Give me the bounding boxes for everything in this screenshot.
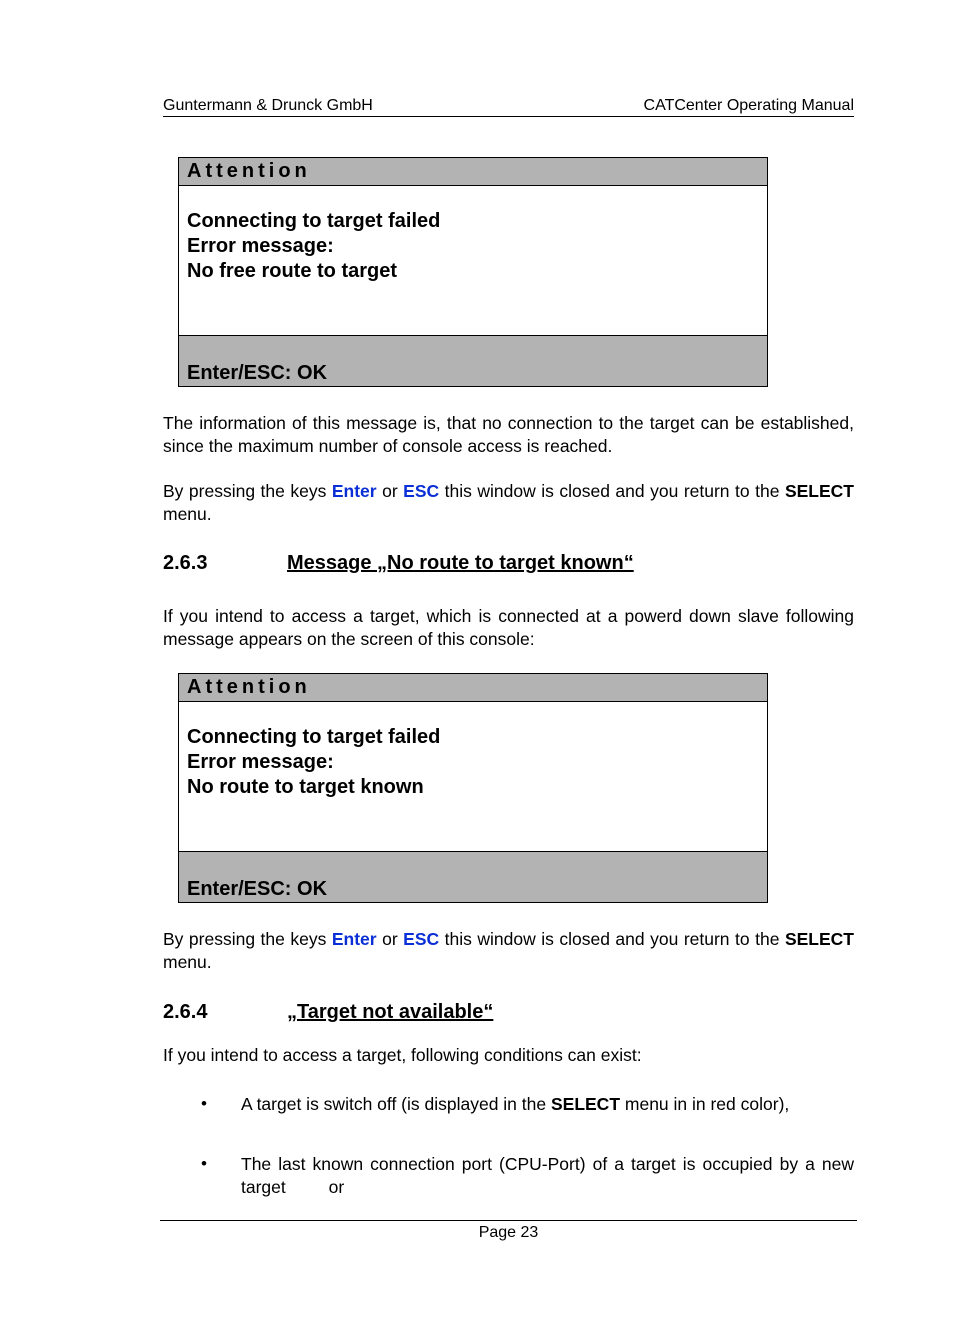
enter-key-label: Enter [331, 481, 377, 501]
enter-key-label: Enter [331, 929, 377, 949]
text: By pressing the keys [163, 929, 332, 949]
text: A target is switch off (is displayed in the [241, 1094, 551, 1114]
text: menu. [163, 504, 212, 524]
paragraph-keys-2 [163, 928, 854, 974]
text: or [376, 929, 404, 949]
text: menu in in red color), [620, 1094, 790, 1114]
section-title: Message „No route to target known“ [287, 552, 634, 574]
paragraph-intro-2-6-3: If you intend to access a target, which is connected at a powerd down slave following message appears on the screen of this console: [163, 606, 854, 649]
dialog-line: Connecting to target failed [187, 210, 441, 232]
bullet-item [241, 1153, 854, 1199]
dialog-body [179, 702, 767, 852]
esc-key-label: ESC [403, 929, 440, 949]
select-menu-label: SELECT [784, 481, 854, 501]
text: menu. [163, 952, 212, 972]
attention-dialog-no-route-known [178, 673, 768, 903]
text: this window is closed and you return to the [439, 929, 785, 949]
bullet-dot: • [201, 1154, 207, 1173]
section-title: „Target not available“ [287, 1001, 494, 1023]
dialog-title: Attention [179, 158, 767, 186]
header-manual-title: CATCenter Operating Manual [643, 97, 854, 114]
text: this window is closed and you return to the [439, 481, 785, 501]
section-number: 2.6.4 [163, 1001, 208, 1023]
paragraph-intro-2-6-4: If you intend to access a target, following conditions can exist: [163, 1045, 642, 1065]
section-number: 2.6.3 [163, 552, 208, 574]
select-menu-label: SELECT [550, 1094, 621, 1114]
text: The last known connection port (CPU-Port) of a target is occupied by a new target [241, 1154, 854, 1197]
dialog-line: Error message: [187, 235, 334, 257]
esc-key-label: ESC [403, 481, 440, 501]
text: By pressing the keys [163, 481, 332, 501]
paragraph-info: The information of this message is, that no connection to the target can be established, since the maximum number of console access is reached. [163, 413, 854, 456]
dialog-footer [179, 336, 767, 386]
text: or [376, 481, 404, 501]
dialog-line: No free route to target [187, 260, 398, 282]
paragraph-keys-1 [163, 480, 854, 526]
dialog-line: No route to target known [187, 776, 424, 798]
dialog-ok-hint: Enter/ESC: OK [187, 362, 328, 384]
bullet-item [241, 1093, 854, 1116]
dialog-ok-hint: Enter/ESC: OK [187, 878, 328, 900]
footer-divider [160, 1220, 857, 1221]
page-header [163, 97, 854, 117]
text: or [328, 1177, 345, 1197]
header-company: Guntermann & Drunck GmbH [163, 97, 373, 114]
dialog-line: Error message: [187, 751, 334, 773]
dialog-line: Connecting to target failed [187, 726, 441, 748]
attention-dialog-no-free-route [178, 157, 768, 387]
page-number: Page 23 [478, 1224, 539, 1241]
dialog-body [179, 186, 767, 336]
select-menu-label: SELECT [784, 929, 854, 949]
dialog-title: Attention [179, 674, 767, 702]
bullet-dot: • [201, 1094, 207, 1113]
dialog-footer [179, 852, 767, 902]
